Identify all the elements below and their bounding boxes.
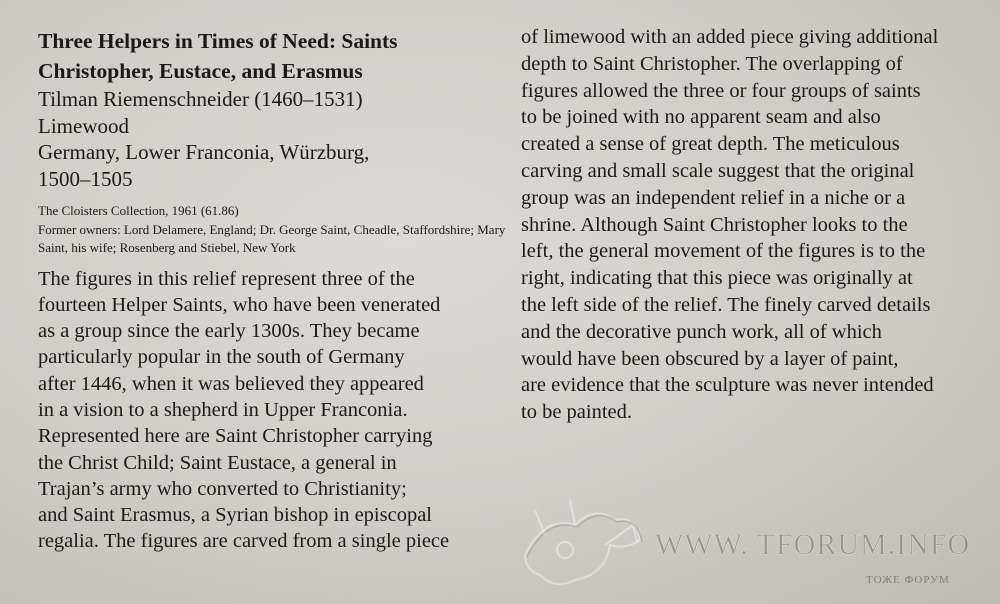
body-line: Trajan’s army who converted to Christianity; — [38, 477, 407, 500]
body-line: would have been obscured by a layer of paint, — [521, 347, 899, 370]
body-line: the left side of the relief. The finely carved details — [521, 293, 931, 316]
body-line: as a group since the early 1300s. They became — [38, 320, 420, 343]
body-line: created a sense of great depth. The meticulous — [521, 133, 900, 156]
body-line: depth to Saint Christopher. The overlapping of — [521, 52, 903, 75]
artist-name: Tilman Riemenschneider (1460–1531) — [38, 87, 363, 111]
body-line: the Christ Child; Saint Eustace, a general in — [38, 451, 397, 474]
body-line: are evidence that the sculpture was never intended — [521, 374, 934, 397]
body-line: of limewood with an added piece giving additional — [521, 26, 939, 48]
body-line: carving and small scale suggest that the original — [521, 159, 915, 182]
body-line: Represented here are Saint Christopher carrying — [38, 425, 433, 448]
body-line: after 1446, when it was believed they appeared — [38, 372, 424, 395]
body-line: shrine. Although Saint Christopher looks to the — [521, 213, 908, 236]
body-line: regalia. The figures are carved from a single piece — [38, 530, 450, 553]
provenance-line-2: Staffordshire; Mary Saint, his wife; Rosenberg and Stiebel, New York — [38, 221, 506, 255]
body-line: group was an independent relief in a niche or a — [521, 186, 906, 209]
body-line: and Saint Erasmus, a Syrian bishop in episcopal — [38, 504, 432, 527]
watermark-text: WWW. TFORUM.INFO — [655, 528, 971, 561]
label-left-column — [38, 26, 508, 555]
description-left — [38, 266, 508, 555]
body-line: left, the general movement of the figures is to the — [521, 240, 926, 263]
material: Limewood — [38, 113, 129, 138]
description-right — [521, 24, 991, 426]
credit-line: The Cloisters Collection, 1961 (61.86) — [38, 203, 239, 218]
label-right-column — [521, 24, 991, 426]
provenance — [38, 221, 508, 258]
title-line-1: Three Helpers in Times of Need: Saints — [38, 29, 398, 53]
watermark-subtext: ТОЖЕ ФОРУМ — [866, 574, 950, 586]
date: 1500–1505 — [38, 166, 133, 191]
artwork-title — [38, 26, 508, 86]
body-line: figures allowed the three or four groups of saints — [521, 79, 921, 102]
origin: Germany, Lower Franconia, Würzburg, — [38, 140, 370, 164]
provenance-line-1: Former owners: Lord Delamere, England; Dr. George Saint, Cheadle, — [38, 221, 400, 237]
title-line-2: Christopher, Eustace, and Erasmus — [38, 59, 363, 83]
body-line: fourteen Helper Saints, who have been venerated — [38, 293, 441, 316]
body-line: in a vision to a shepherd in Upper Franconia. — [38, 398, 408, 421]
body-line: and the decorative punch work, all of which — [521, 320, 882, 343]
body-line: to be joined with no apparent seam and also — [521, 106, 881, 129]
body-line: particularly popular in the south of Germany — [38, 346, 405, 369]
body-line: The figures in this relief represent three of the — [38, 267, 415, 290]
body-line: to be painted. — [521, 401, 633, 424]
body-line: right, indicating that this piece was originally at — [521, 267, 913, 290]
